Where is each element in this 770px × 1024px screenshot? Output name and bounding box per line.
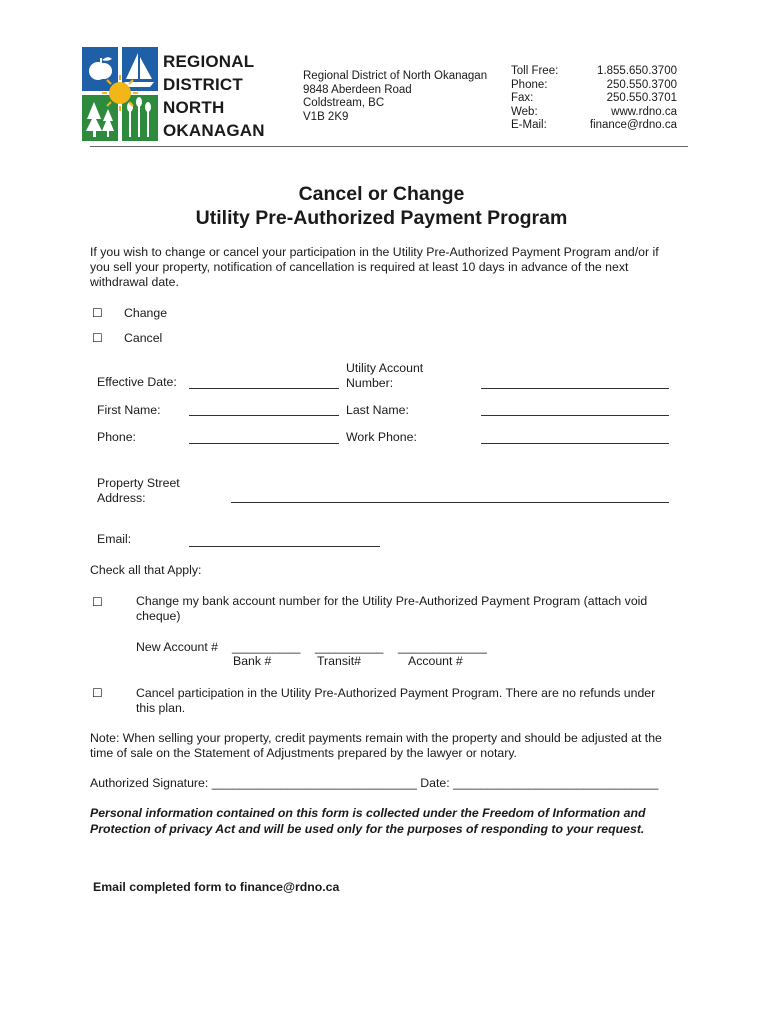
phone-label: Phone:	[97, 430, 136, 444]
date-label: Date:	[420, 776, 450, 790]
utility-account-field[interactable]	[481, 388, 669, 389]
address-line: 9848 Aberdeen Road	[303, 83, 412, 96]
intro-paragraph: If you wish to change or cancel your participation in the Utility Pre-Authorized Payment Program and/or if you sell your property, notification of cancellation is required at least 10 days in advance of the next withdrawal date.	[90, 245, 659, 289]
transit-number-caption: Transit#	[317, 654, 361, 668]
contact-label: Toll Free:	[511, 65, 559, 77]
property-address-label	[97, 476, 180, 506]
signature-row	[90, 776, 690, 791]
account-number-field[interactable]: _____________	[398, 640, 487, 654]
email-instruction: Email completed form to finance@rdno.ca	[93, 880, 340, 894]
first-name-label: First Name:	[97, 403, 161, 417]
address-line: V1B 2K9	[303, 110, 349, 123]
bank-number-caption: Bank #	[233, 654, 272, 668]
cancel-participation-text: Cancel participation in the Utility Pre-Authorized Payment Program. There are no refunds under this plan.	[136, 686, 656, 715]
date-field[interactable]: ______________________________	[453, 776, 659, 790]
logo-mark	[82, 47, 162, 141]
email-label: Email:	[97, 532, 132, 546]
logo-line: NORTH	[163, 98, 225, 117]
privacy-notice: Personal information contained on this form is collected under the Freedom of Information and Protection of privacy Act and will be used only for the purposes of responding to your request.	[90, 806, 646, 836]
change-bank-text: Change my bank account number for the Utility Pre-Authorized Payment Program (attach void cheque)	[136, 594, 648, 623]
transit-number-field[interactable]: __________	[315, 640, 384, 654]
contact-labels	[511, 65, 558, 133]
effective-date-label: Effective Date:	[97, 375, 177, 389]
first-name-field[interactable]	[189, 415, 339, 416]
utility-account-label	[346, 361, 423, 391]
contact-label: Web:	[511, 105, 538, 118]
address-line: Coldstream, BC	[303, 97, 385, 109]
phone-field[interactable]	[189, 443, 339, 444]
web-address: www.rdno.ca	[611, 105, 677, 118]
effective-date-field[interactable]	[189, 388, 339, 389]
logo-line: OKANAGAN	[163, 121, 265, 140]
utility-account-label-line: Number:	[346, 376, 394, 390]
title-line-2: Utility Pre-Authorized Payment Program	[195, 207, 568, 229]
check-all-heading: Check all that Apply:	[90, 563, 202, 577]
mailing-address	[303, 70, 487, 124]
property-address-field[interactable]	[231, 502, 669, 503]
change-bank-checkbox[interactable]: ☐	[92, 595, 103, 609]
work-phone-label: Work Phone:	[346, 430, 417, 444]
signature-field[interactable]: ______________________________	[211, 776, 417, 790]
logo-wordmark	[163, 50, 265, 142]
contact-label: E-Mail:	[511, 119, 547, 131]
utility-account-label-line: Utility Account	[346, 361, 424, 375]
last-name-field[interactable]	[481, 415, 669, 416]
account-number-caption: Account #	[408, 654, 463, 668]
contact-values	[560, 65, 677, 133]
contact-label: Fax:	[511, 92, 534, 104]
logo-line: DISTRICT	[163, 75, 243, 94]
cancel-checkbox[interactable]: ☐	[92, 331, 103, 345]
email-address: finance@rdno.ca	[589, 119, 677, 131]
property-address-label-line: Property Street	[97, 476, 180, 490]
header-divider	[90, 146, 688, 147]
change-checkbox[interactable]: ☐	[92, 306, 103, 320]
form-title	[90, 182, 673, 230]
work-phone-field[interactable]	[481, 443, 669, 444]
title-line-1: Cancel or Change	[298, 183, 465, 205]
cancel-participation-checkbox[interactable]: ☐	[92, 686, 103, 700]
cancel-label: Cancel	[124, 331, 163, 345]
property-address-label-line: Address:	[97, 491, 146, 505]
contact-label: Phone:	[511, 78, 548, 91]
email-field[interactable]	[189, 546, 380, 547]
phone-number: 250.550.3700	[606, 78, 677, 91]
toll-free-number: 1.855.650.3700	[597, 65, 677, 77]
bank-number-field[interactable]: __________	[232, 640, 301, 654]
logo-line: REGIONAL	[163, 52, 255, 71]
last-name-label: Last Name:	[346, 403, 409, 417]
new-account-label: New Account #	[136, 640, 219, 654]
fax-number: 250.550.3701	[606, 92, 677, 104]
signature-label: Authorized Signature:	[90, 776, 209, 790]
change-label: Change	[124, 306, 168, 320]
note-paragraph: Note: When selling your property, credit payments remain with the property and should be adjusted at the time of sale on the Statement of Adjustments prepared by the lawyer or notary.	[90, 731, 662, 760]
address-line: Regional District of North Okanagan	[303, 70, 488, 82]
